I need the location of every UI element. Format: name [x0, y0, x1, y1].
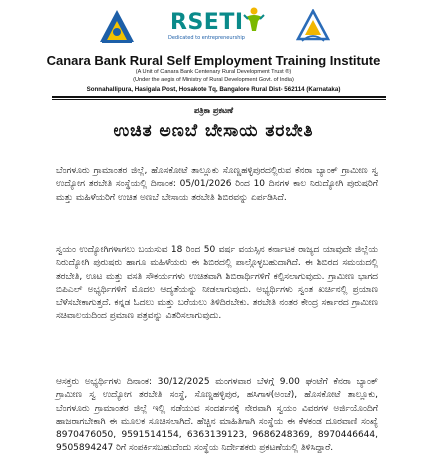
header-divider-thick	[52, 96, 386, 98]
organization-name: Canara Bank Rural Self Employment Training Institute	[46, 53, 381, 68]
paragraph-announcement: ಬೆಂಗಳೂರು ಗ್ರಾಮಾಂತರ ಜಿಲ್ಲೆ, ಹೊಸಕೋಟೆ ತಾಲ್ಲೂಕು ಸೊಣ್ಣಹಳ್ಳಿಪುರದಲ್ಲಿರುವ ಕೆನರಾ ಬ್ಯಾಂಕ್ ಗ್ರಾಮೀಣ ಸ್ವ ಉದ್ಯೋಗ ತರಬೇತಿ ಸಂಸ್ಥೆಯಲ್ಲಿ ದಿನಾಂಕ: 05/01/2026 ರಿಂದ 10 ದಿನಗಳ ಕಾಲ ನಿರುದ್ಯೋಗಿ ಪುರುಷರಿಗೆ ಮತ್ತು ಮಹಿಳೆಯರಿಗೆ ಉಚಿತ ಅಣಬೆ ಬೇಸಾಯ ತರಬೇತಿ ಶಿಬಿರವನ್ನು ಏರ್ಪಡಿಸಿದೆ.	[56, 166, 378, 203]
logo-row	[0, 6, 427, 44]
organization-subtitle-1: (A Unit of Canara Bank Centenary Rural Development Trust ®)	[135, 69, 292, 75]
document-title: ಉಚಿತ ಅಣಬೆ ಬೇಸಾಯ ತರಬೇತಿ	[113, 121, 314, 141]
organization-address: Sonnahallipura, Hasigala Post, Hosakote Tq, Bangalore Rural Dist- 562114 (Karnataka)	[86, 86, 341, 93]
rseti-logo-text: RSETI	[170, 10, 244, 35]
canara-bank-logo-icon	[96, 6, 138, 44]
rseti-logo	[168, 7, 268, 43]
rseti-tagline: Dedicated to entrepreneurship	[168, 35, 245, 41]
press-release-label: ಪತ್ರಿಕಾ ಪ್ರಕಟಣೆ	[193, 106, 234, 115]
header-divider-thin	[52, 99, 386, 100]
person-figure-icon	[242, 7, 266, 33]
paragraph-eligibility: ಸ್ವಯಂ ಉದ್ಯೋಗಿಗಳಾಗಲು ಬಯಸುವ 18 ರಿಂದ 50 ವರ್ಷ ವಯಸ್ಸಿನ ಕರ್ನಾಟಕ ರಾಜ್ಯದ ಯಾವುದೇ ಜಿಲ್ಲೆಯ ನಿರುದ್ಯೋಗಿ ಪುರುಷರು ಹಾಗೂ ಮಹಿಳೆಯರು ಈ ಶಿಬಿರದಲ್ಲಿ ಪಾಲ್ಗೊಳ್ಳಬಹುದಾಗಿದೆ. ಈ ಶಿಬಿರದ ಸಮಯದಲ್ಲಿ ತರಬೇತಿ, ಊಟ ಮತ್ತು ವಸತಿ ಸೌಕರ್ಯಗಳು ಉಚಿತವಾಗಿ ಶಿಬಿರಾರ್ಥಿಗಳಿಗೆ ಕಲ್ಪಿಸಲಾಗುವುದು. ಗ್ರಾಮೀಣ ಭಾಗದ ಬಿಪಿಎಲ್ ಅಭ್ಯರ್ಥಿಗಳಿಗೆ ಮೊದಲ ಆದ್ಯತೆಯನ್ನು ನೀಡಲಾಗುವುದು. ಅಭ್ಯರ್ಥಿಗಳು ಸ್ವಂತ ಖರ್ಚಿನಲ್ಲಿ ಪ್ರಯಾಣ ಬೆಳೆಸಬೇಕಾಗುತ್ತದೆ. ಕನ್ನಡ ಓದಲು ಮತ್ತು ಬರೆಯಲು ತಿಳಿದಿರಬೇಕು. ತರಬೇತಿ ನಂತರ ಕೇಂದ್ರ ಸರ್ಕಾರದ ಗ್ರಾಮೀಣ ಸಚಿವಾಲಯದಿಂದ ಪ್ರಮಾಣ ಪತ್ರವನ್ನು ವಿತರಿಸಲಾಗುವುದು.	[56, 245, 378, 322]
ministry-of-education-logo-icon	[296, 9, 330, 43]
organization-subtitle-2: (Under the aegis of Ministry of Rural Development Govt. of India)	[133, 77, 294, 83]
paragraph-interview-contact: ಆಸಕ್ತರು ಅಭ್ಯರ್ಥಿಗಳು ದಿನಾಂಕ: 30/12/2025 ಮಂಗಳವಾರ ಬೆಳಗ್ಗೆ 9.00 ಘಂಟೆಗೆ ಕೆನರಾ ಬ್ಯಾಂಕ್ ಗ್ರಾಮೀಣ ಸ್ವ ಉದ್ಯೋಗ ತರಬೇತಿ ಸಂಸ್ಥೆ, ಸೊಣ್ಣಹಳ್ಳಿಪುರ, ಹಸಿಗಾಳ(ಅಂಚೆ), ಹೊಸಕೋಟೆ ತಾಲ್ಲೂಕು, ಬೆಂಗಳೂರು ಗ್ರಾಮಾಂತರ ಜಿಲ್ಲೆ ಇಲ್ಲಿ ನಡೆಯುವ ಸಂದರ್ಶನಕ್ಕೆ ನೇರವಾಗಿ ಸ್ವಯಂ ವಿವರಗಳ ಅರ್ಜಿಯೊಂದಿಗೆ ಹಾಜರಾಗಬೇಕಾಗಿ ಈ ಮೂಲಕ ಸೂಚಿಸಲಾಗಿದೆ. ಹೆಚ್ಚಿನ ಮಾಹಿತಿಗಾಗಿ ಸಂಸ್ಥೆಯ ಈ ಕೆಳಕಂಡ ದೂರವಾಣಿ ಸಂಖ್ಯೆ 8970476050, 9591514154, 6363139123, 9686248369, 8970446644, 9505894247 ರಿಗೆ ಸಂಪರ್ಕಿಸಬಹುದೆಂದು ಸಂಸ್ಥೆಯ ನಿರ್ದೇಶಕರು ಪ್ರಕಟಣೆಯಲ್ಲಿ ತಿಳಿಸಿದ್ದಾರೆ.	[56, 377, 378, 454]
